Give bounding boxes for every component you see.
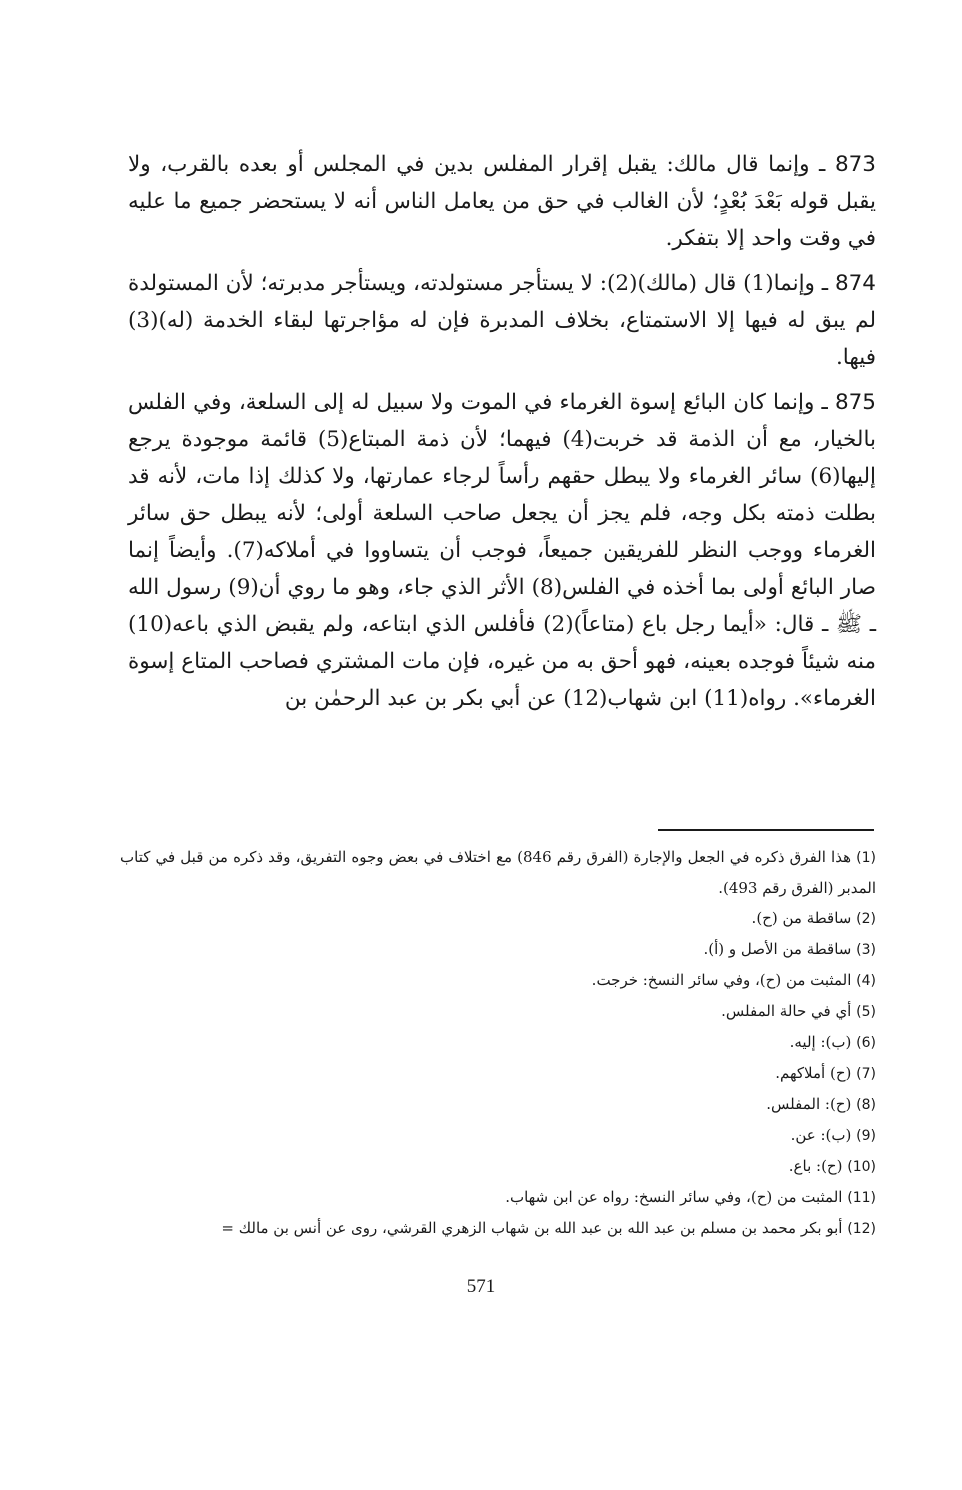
footnote-number: (7)	[856, 1066, 876, 1082]
footnote-number: (3)	[856, 942, 876, 958]
footnote-number: (12)	[847, 1221, 876, 1237]
paragraph-874	[128, 265, 876, 376]
paragraph-text: ـ وإنما قال مالك: يقبل إقرار المفلس بدين في المجلس أو بعده بالقرب، ولا يقبل قوله بَعْدَ بُعْدٍ؛ لأن الغالب في حق من يعامل الناس أنه لا يستحضر جميع ما عليه في وقت واحد إلا بتفكر.	[128, 152, 876, 251]
footnote	[120, 996, 876, 1027]
footnote	[120, 1182, 876, 1213]
footnote	[120, 1027, 876, 1058]
footnote-number: (10)	[847, 1159, 876, 1175]
footnote-text: (ب): إليه.	[789, 1033, 852, 1051]
paragraph-873	[128, 146, 876, 257]
footnote-number: (8)	[856, 1097, 876, 1113]
main-text	[128, 146, 876, 725]
paragraph-number: 875	[834, 390, 876, 415]
footnotes	[120, 842, 876, 1244]
footnote-number: (9)	[856, 1128, 876, 1144]
footnote-text: (ح): المفلس.	[766, 1095, 852, 1113]
footnote-divider	[658, 829, 874, 831]
footnote-text: أبو بكر محمد بن مسلم بن عبد الله بن عبد الله بن شهاب الزهري القرشي، روى عن أنس بن مالك =	[221, 1219, 843, 1237]
paragraph-text: ـ وإنما كان البائع إسوة الغرماء في الموت ولا سبيل له إلى السلعة، وفي الفلس بالخيار، مع أن الذمة قد خربت(4) فيهما؛ لأن ذمة المبتاع(5) قائمة موجودة يرجع إليها(6) سائر الغرماء ولا يبطل حقهم رأساً لرجاء عمارتها، ولا كذلك إذا مات، لأنه قد بطلت ذمته بكل وجه، فلم يجز أن يجعل صاحب السلعة أولى؛ لأنه يبطل حق سائر الغرماء ووجب النظر للفريقين جميعاً، فوجب أن يتساووا في أملاكه(7). وأيضاً إنما صار البائع أولى بما أخذه في الفلس(8) الأثر الذي جاء، وهو ما روي أن(9) رسول الله ـ ﷺ ـ قال: «أيما رجل باع (متاعاً)(2) فأفلس الذي ابتاعه، ولم يقبض الذي باعه(10) منه شيئاً فوجده بعينه، فهو أحق به من غيره، فإن مات المشتري فصاحب المتاع إسوة الغرماء». رواه(11) ابن شهاب(12) عن أبي بكر بن عبد الرحمٰن بن	[128, 390, 876, 711]
footnote	[120, 842, 876, 903]
footnote-text: المثبت من (ح)، وفي سائر النسخ: رواه عن ابن شهاب.	[505, 1188, 843, 1206]
footnote	[120, 903, 876, 934]
paragraph-text: ـ وإنما(1) قال (مالك)(2): لا يستأجر مستولدته، ويستأجر مدبرته؛ لأن المستولدة لم يبق له فيها إلا الاستمتاع، بخلاف المدبرة فإن له مؤاجرتها لبقاء الخدمة (له)(3) فيها.	[128, 271, 876, 370]
footnote	[120, 934, 876, 965]
footnote-text: (ح): باع.	[788, 1157, 843, 1175]
page-number: 571	[466, 1276, 496, 1297]
footnote-text: (ب): عن.	[790, 1126, 852, 1144]
footnote-text: أي في حالة المفلس.	[721, 1002, 852, 1020]
footnote	[120, 1089, 876, 1120]
footnote-text: المثبت من (ح)، وفي سائر النسخ: خرجت.	[591, 971, 852, 989]
paragraph-number: 874	[834, 271, 876, 296]
footnote	[120, 965, 876, 996]
footnote	[120, 1213, 876, 1244]
footnote	[120, 1151, 876, 1182]
footnote-text: ساقطة من الأصل و (أ).	[703, 940, 852, 958]
paragraph-875	[128, 384, 876, 717]
paragraph-number: 873	[834, 152, 876, 177]
footnote-text: هذا الفرق ذكره في الجعل والإجارة (الفرق رقم 846) مع اختلاف في بعض وجوه التفريق، وقد ذكره من قبل في كتاب المدبر (الفرق رقم 493).	[120, 848, 876, 897]
footnote-number: (6)	[856, 1035, 876, 1051]
footnote	[120, 1058, 876, 1089]
footnote-number: (11)	[847, 1190, 876, 1206]
footnote-number: (1)	[856, 850, 876, 866]
footnote-number: (2)	[856, 911, 876, 927]
footnote	[120, 1120, 876, 1151]
footnote-number: (4)	[856, 973, 876, 989]
footnote-text: ساقطة من (ح).	[751, 909, 852, 927]
footnote-number: (5)	[856, 1004, 876, 1020]
footnote-text: (ح) أملاكهم.	[775, 1064, 852, 1082]
